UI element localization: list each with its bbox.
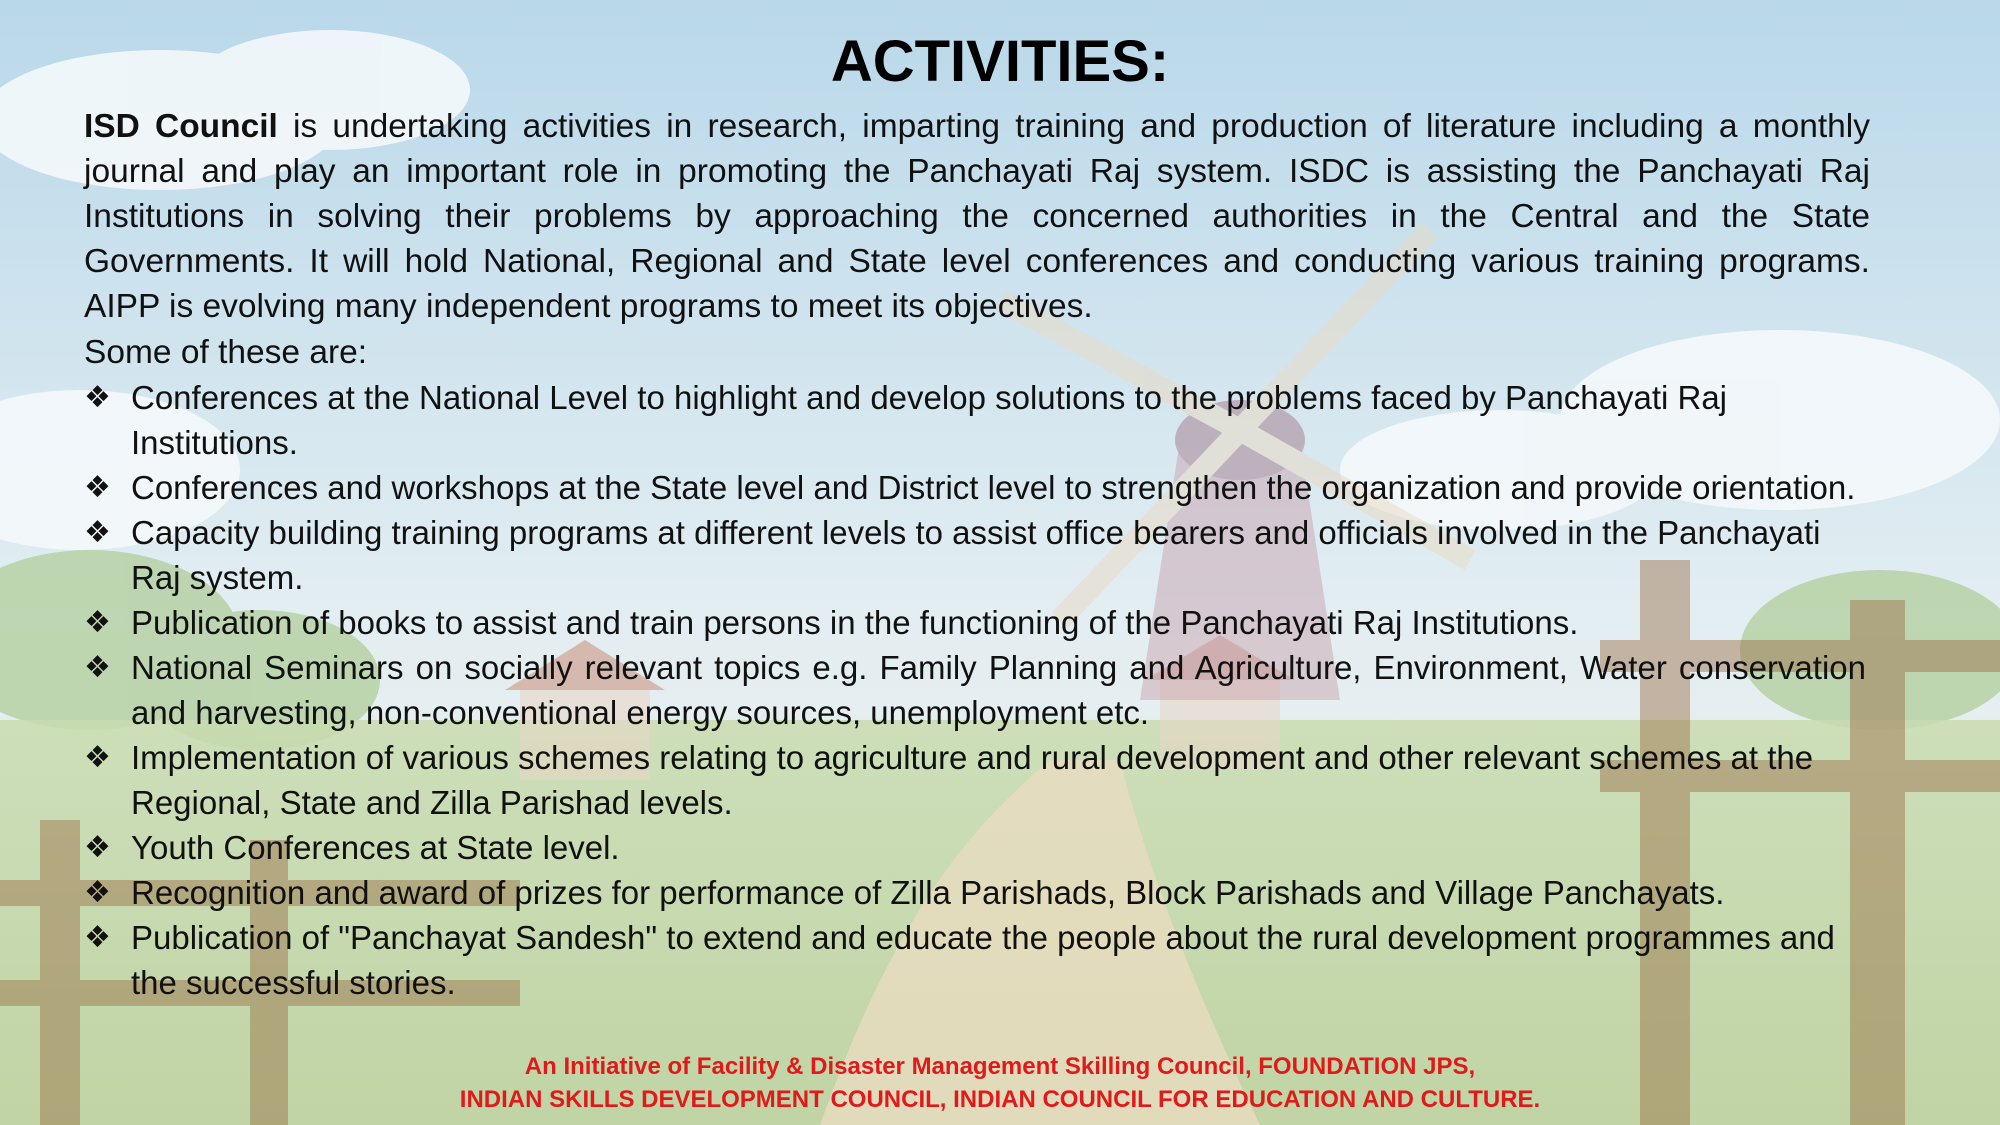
lead-text: Some of these are:: [84, 334, 368, 371]
intro-paragraph: [84, 104, 1870, 329]
list-item: ❖ Recognition and award of prizes for performance of Zilla Parishads, Block Parishads and Village Panchayats.: [84, 870, 1866, 915]
list-item: ❖ National Seminars on socially relevant topics e.g. Family Planning and Agriculture, Environment, Water conservation and harvesting, non-conventional energy sources, unemployment etc.: [84, 645, 1866, 735]
footer-line-1: An Initiative of Facility & Disaster Management Skilling Council, FOUNDATION JPS,: [524, 1053, 1476, 1080]
footer-credits: [0, 1050, 2000, 1116]
diamond-bullet-icon: ❖: [84, 651, 111, 684]
footer-line-2: INDIAN SKILLS DEVELOPMENT COUNCIL, INDIAN COUNCIL FOR EDUCATION AND CULTURE.: [459, 1086, 1541, 1113]
list-item: ❖ Conferences at the National Level to highlight and develop solutions to the problems faced by Panchayati Raj Institutions.: [84, 375, 1866, 465]
diamond-bullet-icon: ❖: [84, 831, 111, 864]
list-item: ❖ Publication of "Panchayat Sandesh" to extend and educate the people about the rural development programmes and the successful stories.: [84, 915, 1866, 1005]
list-item: ❖ Youth Conferences at State level.: [84, 825, 1866, 870]
activities-list: [84, 375, 1866, 1005]
list-item: ❖ Implementation of various schemes relating to agriculture and rural development and other relevant schemes at the Regional, State and Zilla Parishad levels.: [84, 735, 1866, 825]
slide-title: ACTIVITIES:: [830, 29, 1170, 94]
list-item: ❖ Publication of books to assist and train persons in the functioning of the Panchayati Raj Institutions.: [84, 600, 1866, 645]
list-item: ❖ Conferences and workshops at the State level and District level to strengthen the organization and provide orientation.: [84, 465, 1866, 510]
list-item: ❖ Capacity building training programs at different levels to assist office bearers and officials involved in the Panchayati Raj system.: [84, 510, 1866, 600]
diamond-bullet-icon: ❖: [84, 471, 111, 504]
org-name: ISD Council: [84, 108, 278, 145]
intro-text: is undertaking activities in research, imparting training and production of literature including a monthly journal and play an important role in promoting the Panchayati Raj system. ISDC is assisting the Panchayati Raj Institutions in solving their problems by approaching the concerned authorities in the Central and the State Governments. It will hold National, Regional and State level conferences and conducting various training programs. AIPP is evolving many independent programs to meet its objectives.: [84, 108, 1870, 325]
diamond-bullet-icon: ❖: [84, 516, 111, 549]
diamond-bullet-icon: ❖: [84, 876, 111, 909]
diamond-bullet-icon: ❖: [84, 741, 111, 774]
diamond-bullet-icon: ❖: [84, 606, 111, 639]
diamond-bullet-icon: ❖: [84, 381, 111, 414]
diamond-bullet-icon: ❖: [84, 921, 111, 954]
